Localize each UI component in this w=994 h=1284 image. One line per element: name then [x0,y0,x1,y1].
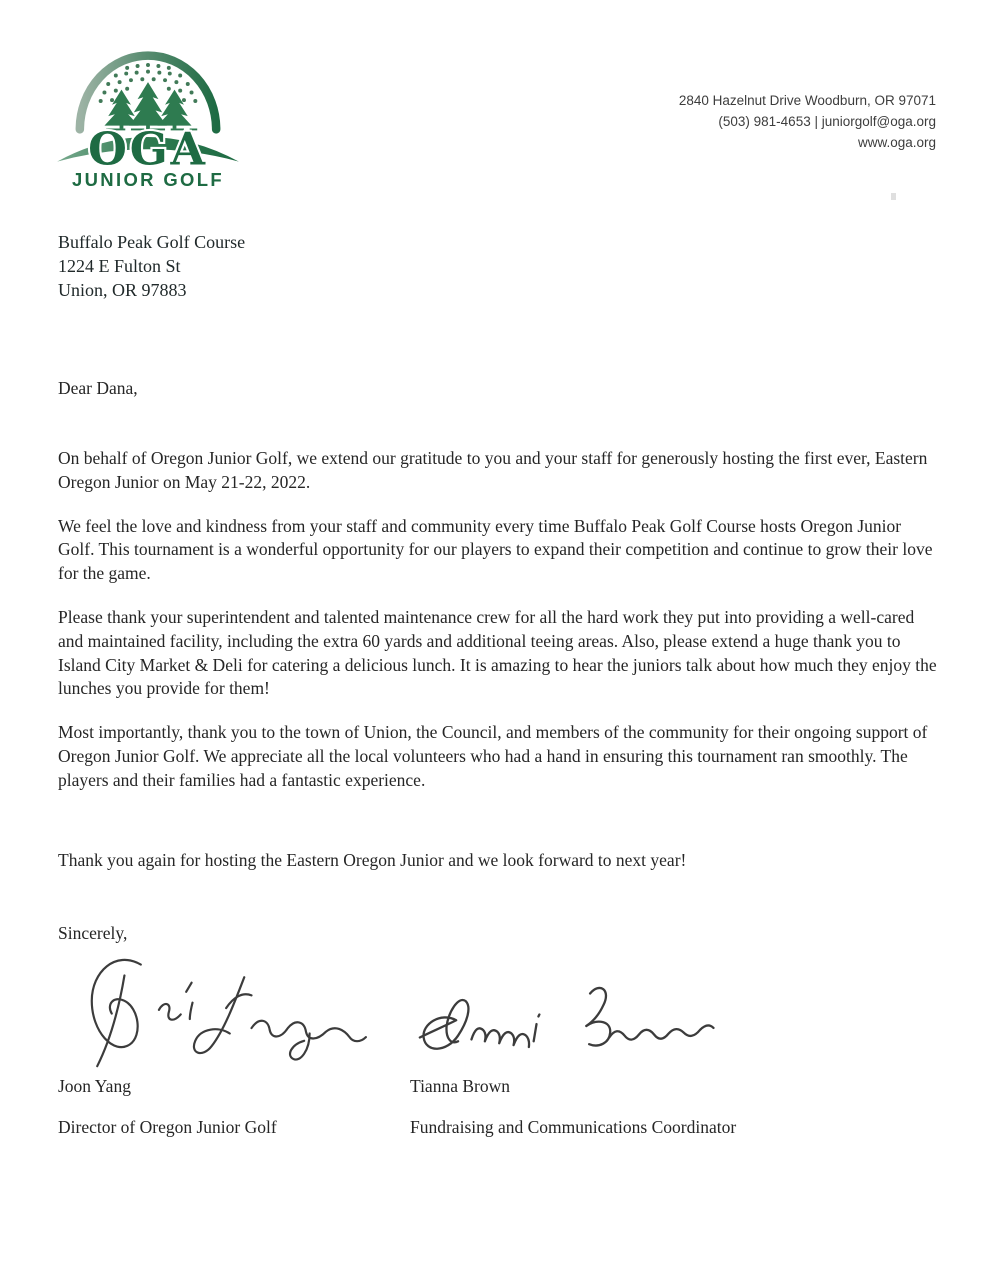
scan-artifact [891,193,896,200]
pine-trees-icon [104,82,191,129]
letter-body [58,447,938,793]
signature-row [58,950,994,1070]
signer-title-right: Fundraising and Communications Coordinator [410,1117,737,1138]
oga-junior-golf-logo [50,48,250,188]
closing-line: Thank you again for hosting the Eastern Oregon Junior and we look forward to next year! [58,849,687,870]
signer-titles-row [58,1097,994,1138]
recipient-name: Buffalo Peak Golf Course [58,232,246,252]
signer-names-row [58,1070,994,1097]
paragraph-3: Please thank your superintendent and talented maintenance crew for all the hard work they put into providing a well-cared and maintained facility, including the extra 60 yards and additional teeing areas. Also, please extend a huge thank you to Island City Market & Deli for catering a delicious lunch. It is amazing to hear the juniors talk about how much they enjoy the lunches you provide for them! [58,606,937,699]
letterhead-phone-email: (503) 981-4653 | juniorgolf@oga.org [718,114,936,129]
letterhead-address: 2840 Hazelnut Drive Woodburn, OR 97071 [678,93,936,108]
recipient-address-block [58,230,994,302]
signer-title-left: Director of Oregon Junior Golf [58,1117,277,1138]
letterhead-contact-block [679,48,936,153]
joon-yang-signature [72,950,402,1068]
paragraph-2: We feel the love and kindness from your staff and community every time Buffalo Peak Golf Course hosts Oregon Junior Golf. This tournament is a wonderful opportunity for our players to expand their competition and continue to grow their love for the game. [58,515,933,584]
golf-logo-icon [50,48,246,190]
salutation: Dear Dana, [58,378,138,398]
recipient-city-state-zip: Union, OR 97883 [58,280,187,300]
signer-name-left: Joon Yang [58,1076,131,1097]
logo-junior-golf-text: JUNIOR GOLF [71,169,225,190]
logo-oga-text: OGA [88,123,208,176]
letterhead [0,0,994,188]
letterhead-website: www.oga.org [857,135,936,150]
signer-name-right: Tianna Brown [410,1076,510,1097]
valediction: Sincerely, [58,923,128,944]
paragraph-1: On behalf of Oregon Junior Golf, we extend our gratitude to you and your staff for generously hosting the first ever, Eastern Oregon Junior on May 21-22, 2022. [58,448,928,492]
paragraph-4: Most importantly, thank you to the town of Union, the Council, and members of the community for their ongoing support of Oregon Junior Golf. We appreciate all the local volunteers who had a hand in ensuring this tournament ran smoothly. The players and their families had a fantastic experience. [58,722,928,790]
tianna-brown-signature [410,982,730,1070]
recipient-street: 1224 E Fulton St [58,256,181,276]
